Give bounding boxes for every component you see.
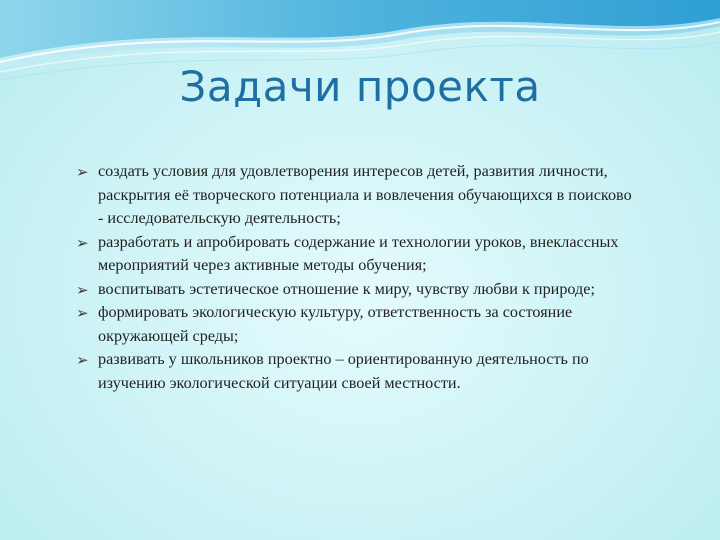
task-list	[76, 160, 636, 395]
arrow-bullet-icon: ➢	[76, 280, 89, 299]
arrow-bullet-icon: ➢	[76, 163, 89, 181]
list-item	[76, 160, 636, 231]
arrow-bullet-icon: ➢	[76, 233, 89, 252]
list-item	[76, 301, 636, 348]
list-item-text: формировать экологическую культуру, ответственность за состояние окружающей среды;	[98, 303, 573, 345]
list-item	[76, 231, 636, 278]
list-item	[76, 278, 636, 302]
list-item-text: развивать у школьников проектно – ориентированную деятельность по изучению экологической ситуации своей местности.	[98, 350, 589, 392]
list-item-text: создать условия для удовлетворения интересов детей, развития личности, раскрытия её творческого потенциала и вовлечения обучающихся в поисково - исследовательскую деятельность;	[98, 162, 632, 227]
list-item	[76, 348, 636, 395]
arrow-bullet-icon: ➢	[76, 351, 89, 369]
list-item-text: воспитывать эстетическое отношение к миру, чувству любви к природе;	[98, 279, 595, 298]
list-item-text: разработать и апробировать содержание и технологии уроков, внеклассных мероприятий через активные методы обучения;	[98, 232, 619, 274]
slide-title: Задачи проекта	[179, 62, 541, 111]
arrow-bullet-icon: ➢	[76, 304, 89, 322]
